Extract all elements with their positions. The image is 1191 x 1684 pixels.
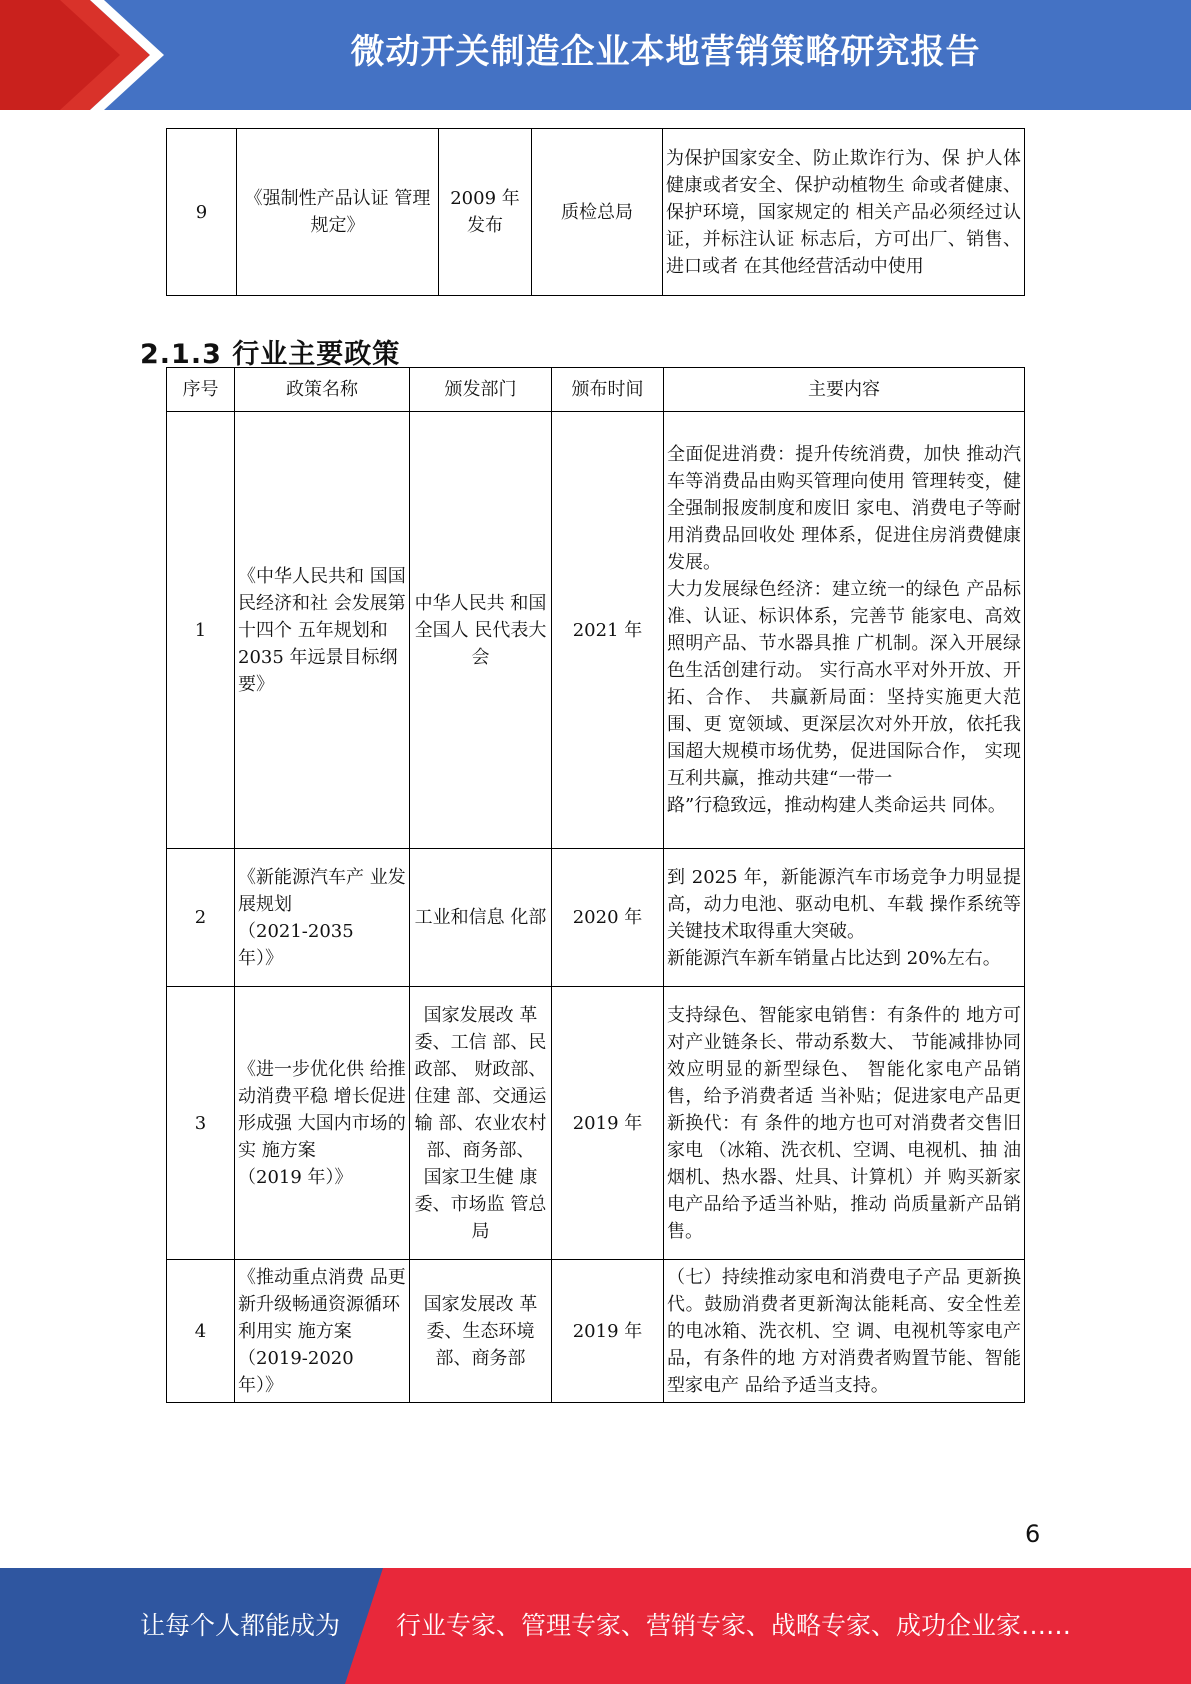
header-time: 颁布时间 <box>552 368 664 412</box>
policy-content: 全面促进消费：提升传统消费，加快 推动汽车等消费品由购买管理向使用 管理转变，健全强制报废制度和废旧 家电、消费电子等耐用消费品回收处 理体系，促进住房消费健康发展。 大力发展绿色经济：建立统一的绿色 产品标准、认证、标识体系，完善节 能家电、高效照明产品、节水器具推 广机制。深入开展绿色生活创建行动。 实行高水平对外开放、开拓、合作、 共赢新局面：坚持实施更大范围、更 宽领域、更深层次对外开放，依托我 国超大规模市场优势，促进国际合作， 实现互利共赢，推动共建“一带一 路”行稳致远，推动构建人类命运共 同体。 <box>664 412 1025 849</box>
table-row <box>167 1260 1025 1403</box>
issue-time: 2019 年 <box>552 987 664 1260</box>
issue-time: 2009 年 发布 <box>439 129 532 296</box>
issue-time: 2020 年 <box>552 849 664 987</box>
policy-name: 《推动重点消费 品更新升级畅通资源循环利用实 施方案 （2019-2020 年）》 <box>235 1260 410 1403</box>
issue-time: 2019 年 <box>552 1260 664 1403</box>
page-number: 6 <box>1025 1520 1041 1548</box>
policy-name: 《强制性产品认证 管理规定》 <box>237 129 439 296</box>
issuing-dept: 国家发展改 革委、生态环境部、商务部 <box>410 1260 552 1403</box>
top-table <box>166 128 1025 296</box>
header-name: 政策名称 <box>235 368 410 412</box>
page-footer <box>0 1568 1191 1684</box>
header-dept: 颁发部门 <box>410 368 552 412</box>
issuing-dept: 质检总局 <box>532 129 663 296</box>
policy-content: 到 2025 年，新能源汽车市场竞争力明显提高，动力电池、驱动电机、车载 操作系统等关键技术取得重大突破。 新能源汽车新车销量占比达到 20%左右。 <box>664 849 1025 987</box>
issuing-dept: 工业和信息 化部 <box>410 849 552 987</box>
policy-content: （七）持续推动家电和消费电子产品 更新换代。鼓励消费者更新淘汰能耗高、安全性差的电冰箱、洗衣机、空 调、电视机等家电产品，有条件的地 方对消费者购置节能、智能型家电产 品给予适当支持。 <box>664 1260 1025 1403</box>
table-row <box>167 129 1025 296</box>
footer-slogan-right: 行业专家、管理专家、营销专家、战略专家、成功企业家…… <box>396 1611 1072 1640</box>
row-number: 2 <box>167 849 235 987</box>
policy-table <box>166 367 1025 1403</box>
section-title: 2.1.3 行业主要政策 <box>140 339 401 370</box>
policy-content: 支持绿色、智能家电销售：有条件的 地方可对产业链条长、带动系数大、 节能减排协同效应明显的新型绿色、 智能化家电产品销售，给予消费者适 当补贴；促进家电产品更新换代：有 条件的地方也可对消费者交售旧家电 （冰箱、洗衣机、空调、电视机、抽 油烟机、热水器、灶具、计算机）并 购买新家电产品给予适当补贴，推动 尚质量新产品销售。 <box>664 987 1025 1260</box>
row-number: 3 <box>167 987 235 1260</box>
table-header-row <box>167 368 1025 412</box>
page-header <box>0 0 1191 110</box>
issuing-dept: 中华人民共 和国全国人 民代表大会 <box>410 412 552 849</box>
row-number: 9 <box>167 129 237 296</box>
row-number: 4 <box>167 1260 235 1403</box>
header-no: 序号 <box>167 368 235 412</box>
footer-slogan-left: 让每个人都能成为 <box>140 1611 341 1640</box>
table-row <box>167 412 1025 849</box>
policy-name: 《新能源汽车产 业发展规划 （2021-2035 年）》 <box>235 849 410 987</box>
table-row <box>167 849 1025 987</box>
header-content: 主要内容 <box>664 368 1025 412</box>
issue-time: 2021 年 <box>552 412 664 849</box>
policy-name: 《中华人民共和 国国民经济和社 会发展第十四个 五年规划和 2035 年远景目标纲 要》 <box>235 412 410 849</box>
row-number: 1 <box>167 412 235 849</box>
table-row <box>167 987 1025 1260</box>
document-title: 微动开关制造企业本地营销策略研究报告 <box>350 32 981 72</box>
policy-content: 为保护国家安全、防止欺诈行为、保 护人体健康或者安全、保护动植物生 命或者健康、保护环境，国家规定的 相关产品必须经过认证，并标注认证 标志后，方可出厂、销售、进口或者 在其他经营活动中使用 <box>663 129 1025 296</box>
issuing-dept: 国家发展改 革委、工信 部、民政部、 财政部、住建 部、交通运输 部、农业农村 部、商务部、 国家卫生健 康委、市场监 管总局 <box>410 987 552 1260</box>
policy-name: 《进一步优化供 给推动消费平稳 增长促进形成强 大国内市场的实 施方案 （2019 年）》 <box>235 987 410 1260</box>
